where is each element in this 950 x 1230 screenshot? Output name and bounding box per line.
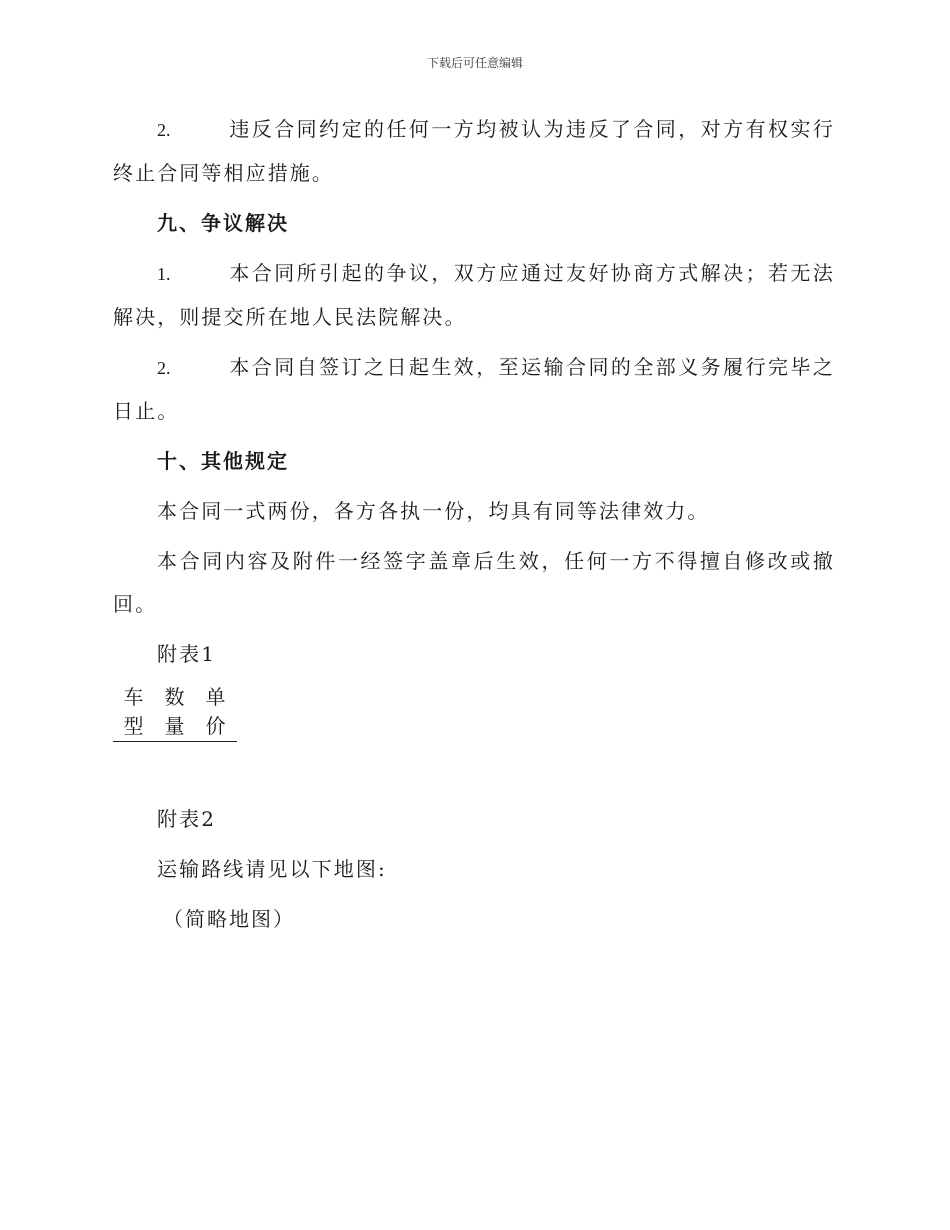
appendix1-table <box>113 683 237 742</box>
section9-item2 <box>113 346 835 433</box>
section9-heading: 九、争议解决 <box>157 211 289 235</box>
section10-para1: 本合同一式两份，各方各执一份，均具有同等法律效力。 <box>157 499 710 523</box>
column-header-unit-price: 单 <box>205 685 226 709</box>
appendix1-title: 附表1 <box>157 642 217 666</box>
route-text: 运输路线请见以下地图: <box>157 857 387 881</box>
column-header-unit-price-line2: 价 <box>205 714 226 738</box>
map-note: （简略地图） <box>163 907 295 931</box>
table-row <box>113 683 236 712</box>
column-header-quantity: 数 <box>164 685 185 709</box>
column-header-vehicle-type: 车 <box>123 685 144 709</box>
item-text: 本合同自签订之日起生效，至运输合同的全部义务履行完毕之日止。 <box>113 355 835 423</box>
item-number: 2. <box>157 120 171 140</box>
section9-item1 <box>113 252 835 339</box>
page-header: 下载后可任意编辑 <box>426 56 523 70</box>
column-header-quantity-line2: 量 <box>164 714 185 738</box>
item-text: 本合同所引起的争议，双方应通过友好协商方式解决；若无法解决，则提交所在地人民法院解决。 <box>113 261 835 329</box>
item-number: 2. <box>157 358 171 378</box>
section10-heading: 十、其他规定 <box>157 449 289 473</box>
appendix2-title: 附表2 <box>157 807 217 831</box>
column-header-vehicle-type-line2: 型 <box>123 714 144 738</box>
section8-item2 <box>113 108 835 195</box>
item-number: 1. <box>157 264 171 284</box>
item-text: 违反合同约定的任何一方均被认为违反了合同，对方有权实行终止合同等相应措施。 <box>113 117 835 185</box>
document-body <box>113 108 835 941</box>
section10-para2: 本合同内容及附件一经签字盖章后生效，任何一方不得擅自修改或撤回。 <box>113 549 835 616</box>
table-row <box>113 712 236 741</box>
